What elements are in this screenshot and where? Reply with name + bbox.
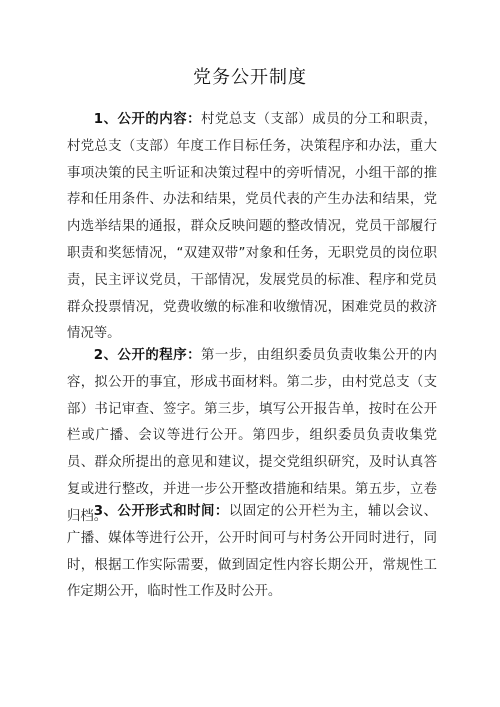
section-heading-procedure: 2、公开的程序： (93, 348, 202, 363)
section-heading-form-and-time: 3、公开形式和时间： (93, 504, 229, 519)
section-heading-content: 1、公开的内容： (93, 112, 202, 127)
section-form-and-time (67, 499, 437, 606)
page-title: 党务公开制度 (193, 67, 307, 88)
section-content (67, 107, 437, 348)
section-body-procedure: 第一步，由组织委员负责收集公开的内容，拟公开的事宜，形成书面材料。第二步，由村党总支（支部）书记审查、签字。第三步，填写公开报告单，按时在公开栏或广播、会议等进行公开。第四步，组织委员负责收集党员、群众所提出的意见和建议，提交党组织研究，及时认真答复或进行整改，并进一步公开整改措施和结果。第五步，立卷归档。 (67, 348, 437, 524)
section-body-content: 村党总支（支部）成员的分工和职责，村党总支（支部）年度工作目标任务，决策程序和办法，重大事项决策的民主听证和决策过程中的旁听情况，小组干部的推荐和任用条件、办法和结果，党员代表的产生办法和结果，党内选举结果的通报，群众反映问题的整改情况，党员干部履行职责和奖惩情况，“双建双带”对象和任务，无职党员的岗位职责，民主评议党员，干部情况，发展党员的标准、程序和党员群众投票情况，党费收缴的标准和收缴情况，困难党员的救济情况等。 (67, 112, 437, 342)
section-body-form-and-time: 以固定的公开栏为主，辅以会议、广播、媒体等进行公开，公开时间可与村务公开同时进行，同时，根据工作实际需要，做到固定性内容长期公开，常规性工作定期公开，临时性工作及时公开。 (67, 504, 437, 600)
